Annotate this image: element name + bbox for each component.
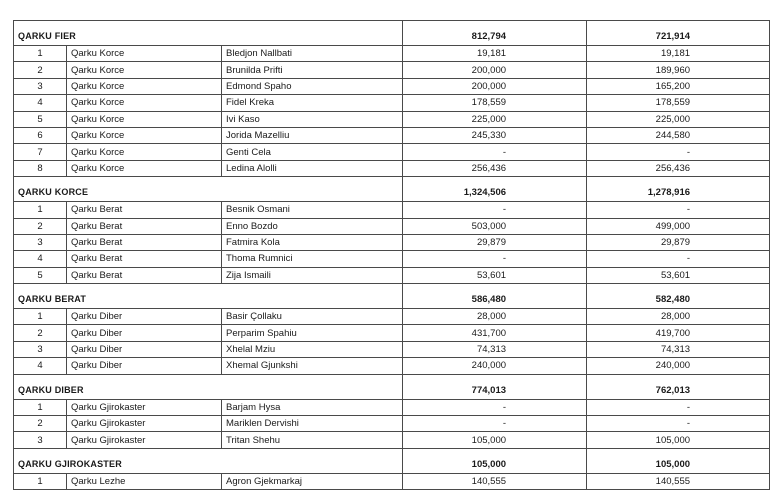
row-amount-1: 225,000	[403, 111, 587, 127]
row-name: Ledina Alolli	[222, 160, 403, 176]
row-number: 1	[14, 46, 67, 62]
row-number: 2	[14, 325, 67, 341]
row-amount-2: 165,200	[587, 78, 770, 94]
region-total-2: 582,480	[587, 284, 770, 309]
row-region: Qarku Lezhe	[67, 473, 222, 489]
region-title: QARKU KORCE	[14, 177, 403, 202]
row-amount-2: 419,700	[587, 325, 770, 341]
region-title: QARKU GJIROKASTER	[14, 448, 403, 473]
row-amount-1: 19,181	[403, 46, 587, 62]
table-row	[14, 62, 770, 78]
row-amount-2: 28,000	[587, 309, 770, 325]
table-row	[14, 432, 770, 448]
row-amount-1: 240,000	[403, 358, 587, 374]
row-name: Fatmira Kola	[222, 234, 403, 250]
row-region: Qarku Korce	[67, 78, 222, 94]
row-amount-2: 140,555	[587, 473, 770, 489]
row-amount-2: -	[587, 399, 770, 415]
row-region: Qarku Berat	[67, 267, 222, 283]
row-number: 6	[14, 127, 67, 143]
row-amount-1: -	[403, 416, 587, 432]
table-row	[14, 358, 770, 374]
row-amount-2: 256,436	[587, 160, 770, 176]
row-name: Fidel Kreka	[222, 95, 403, 111]
row-number: 4	[14, 251, 67, 267]
row-amount-1: -	[403, 251, 587, 267]
row-name: Perparim Spahiu	[222, 325, 403, 341]
table-row	[14, 127, 770, 143]
row-amount-2: 29,879	[587, 234, 770, 250]
row-amount-2: 74,313	[587, 341, 770, 357]
row-amount-1: 245,330	[403, 127, 587, 143]
region-header-row	[14, 284, 770, 309]
table-row	[14, 111, 770, 127]
row-amount-1: 29,879	[403, 234, 587, 250]
table-row	[14, 202, 770, 218]
row-name: Besnik Osmani	[222, 202, 403, 218]
row-number: 1	[14, 309, 67, 325]
row-number: 2	[14, 62, 67, 78]
row-region: Qarku Gjirokaster	[67, 399, 222, 415]
region-total-2: 105,000	[587, 448, 770, 473]
row-number: 3	[14, 234, 67, 250]
table-row	[14, 251, 770, 267]
row-number: 3	[14, 341, 67, 357]
region-title: QARKU DIBER	[14, 374, 403, 399]
row-region: Qarku Diber	[67, 309, 222, 325]
row-region: Qarku Diber	[67, 325, 222, 341]
row-name: Mariklen Dervishi	[222, 416, 403, 432]
region-header-row	[14, 21, 770, 46]
row-amount-2: 244,580	[587, 127, 770, 143]
table-row	[14, 46, 770, 62]
region-total-2: 762,013	[587, 374, 770, 399]
row-amount-2: 240,000	[587, 358, 770, 374]
region-total-1: 812,794	[403, 21, 587, 46]
row-amount-2: 105,000	[587, 432, 770, 448]
row-region: Qarku Berat	[67, 251, 222, 267]
row-number: 3	[14, 78, 67, 94]
row-region: Qarku Korce	[67, 95, 222, 111]
row-region: Qarku Gjirokaster	[67, 432, 222, 448]
region-title: QARKU BERAT	[14, 284, 403, 309]
row-amount-1: 256,436	[403, 160, 587, 176]
row-number: 1	[14, 399, 67, 415]
row-region: Qarku Berat	[67, 218, 222, 234]
table-row	[14, 234, 770, 250]
row-region: Qarku Diber	[67, 341, 222, 357]
row-amount-2: -	[587, 251, 770, 267]
table-row	[14, 416, 770, 432]
region-header-row	[14, 177, 770, 202]
row-name: Zija Ismaili	[222, 267, 403, 283]
row-number: 8	[14, 160, 67, 176]
region-total-1: 774,013	[403, 374, 587, 399]
row-amount-1: 140,555	[403, 473, 587, 489]
data-sheet	[13, 20, 769, 490]
table-row	[14, 78, 770, 94]
region-title: QARKU FIER	[14, 21, 403, 46]
table-row	[14, 399, 770, 415]
row-region: Qarku Korce	[67, 62, 222, 78]
row-amount-2: -	[587, 202, 770, 218]
table-row	[14, 267, 770, 283]
row-amount-1: 503,000	[403, 218, 587, 234]
region-header-row	[14, 448, 770, 473]
region-total-2: 1,278,916	[587, 177, 770, 202]
row-name: Edmond Spaho	[222, 78, 403, 94]
region-header-row	[14, 374, 770, 399]
row-amount-1: 53,601	[403, 267, 587, 283]
row-region: Qarku Gjirokaster	[67, 416, 222, 432]
table-row	[14, 325, 770, 341]
row-name: Basir Çollaku	[222, 309, 403, 325]
row-name: Agron Gjekmarkaj	[222, 473, 403, 489]
row-amount-1: 74,313	[403, 341, 587, 357]
row-name: Jorida Mazelliu	[222, 127, 403, 143]
row-amount-1: -	[403, 399, 587, 415]
region-total-1: 105,000	[403, 448, 587, 473]
row-amount-1: 28,000	[403, 309, 587, 325]
row-number: 1	[14, 473, 67, 489]
table-row	[14, 218, 770, 234]
row-number: 7	[14, 144, 67, 160]
row-amount-2: 19,181	[587, 46, 770, 62]
row-region: Qarku Korce	[67, 111, 222, 127]
row-region: Qarku Berat	[67, 234, 222, 250]
row-name: Genti Cela	[222, 144, 403, 160]
table-row	[14, 341, 770, 357]
row-region: Qarku Korce	[67, 127, 222, 143]
row-name: Barjam Hysa	[222, 399, 403, 415]
row-amount-2: 53,601	[587, 267, 770, 283]
row-number: 5	[14, 267, 67, 283]
row-number: 2	[14, 416, 67, 432]
row-region: Qarku Korce	[67, 144, 222, 160]
table-row	[14, 160, 770, 176]
row-region: Qarku Korce	[67, 46, 222, 62]
row-number: 1	[14, 202, 67, 218]
row-number: 3	[14, 432, 67, 448]
row-name: Brunilda Prifti	[222, 62, 403, 78]
row-amount-1: 200,000	[403, 62, 587, 78]
row-amount-2: 189,960	[587, 62, 770, 78]
row-name: Xhemal Gjunkshi	[222, 358, 403, 374]
candidate-funding-table	[13, 20, 770, 490]
row-number: 5	[14, 111, 67, 127]
row-amount-2: 499,000	[587, 218, 770, 234]
row-amount-1: 431,700	[403, 325, 587, 341]
row-name: Bledjon Nallbati	[222, 46, 403, 62]
row-amount-1: -	[403, 202, 587, 218]
region-total-2: 721,914	[587, 21, 770, 46]
table-row	[14, 144, 770, 160]
region-total-1: 1,324,506	[403, 177, 587, 202]
row-number: 2	[14, 218, 67, 234]
row-number: 4	[14, 95, 67, 111]
row-region: Qarku Berat	[67, 202, 222, 218]
row-amount-2: 225,000	[587, 111, 770, 127]
row-amount-2: 178,559	[587, 95, 770, 111]
table-row	[14, 309, 770, 325]
table-row	[14, 473, 770, 489]
row-name: Ivi Kaso	[222, 111, 403, 127]
row-name: Xhelal Mziu	[222, 341, 403, 357]
row-amount-2: -	[587, 416, 770, 432]
row-amount-1: -	[403, 144, 587, 160]
row-amount-1: 178,559	[403, 95, 587, 111]
row-region: Qarku Diber	[67, 358, 222, 374]
row-name: Tritan Shehu	[222, 432, 403, 448]
table-row	[14, 95, 770, 111]
row-name: Thoma Rumnici	[222, 251, 403, 267]
row-region: Qarku Korce	[67, 160, 222, 176]
region-total-1: 586,480	[403, 284, 587, 309]
row-amount-1: 105,000	[403, 432, 587, 448]
row-amount-1: 200,000	[403, 78, 587, 94]
row-name: Enno Bozdo	[222, 218, 403, 234]
row-number: 4	[14, 358, 67, 374]
row-amount-2: -	[587, 144, 770, 160]
